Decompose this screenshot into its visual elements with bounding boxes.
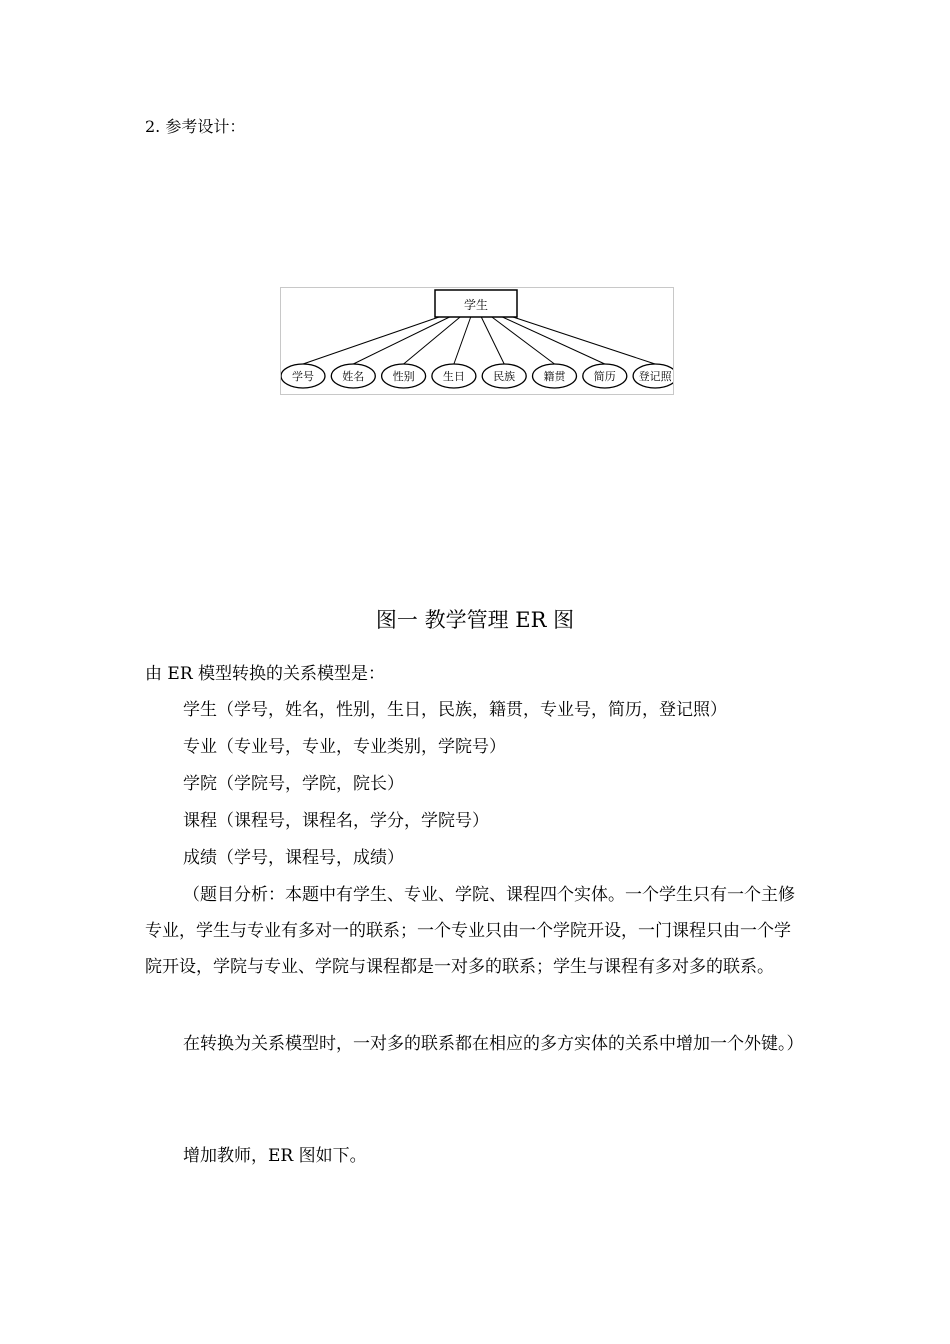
attribute-label: 性别 — [392, 370, 415, 383]
entity-student — [435, 290, 517, 317]
section-heading: 2. 参考设计： — [145, 117, 246, 136]
attribute-7 — [633, 364, 673, 388]
relation-major: 专业（专业号，专业，专业类别，学院号） — [183, 737, 506, 757]
add-teacher-text: 增加教师，ER 图如下。 — [183, 1146, 367, 1166]
relation-grade: 成绩（学号，课程号，成绩） — [183, 848, 404, 868]
er-connectors — [303, 317, 655, 364]
connector-line — [404, 317, 461, 364]
attribute-label: 民族 — [493, 370, 516, 383]
intro-text: 由 ER 模型转换的关系模型是： — [145, 664, 386, 684]
conversion-note-text: 在转换为关系模型时，一对多的联系都在相应的多方实体的关系中增加一个外键。） — [183, 1034, 804, 1054]
attribute-label: 姓名 — [342, 370, 365, 383]
er-diagram-figure — [280, 287, 674, 395]
relation-student: 学生（学号，姓名，性别，生日，民族，籍贯，专业号，简历，登记照） — [183, 700, 727, 720]
relation-college: 学院（学院号，学院，院长） — [183, 774, 404, 794]
connector-line — [303, 317, 439, 364]
entity-label: 学生 — [463, 298, 489, 312]
attribute-0 — [281, 364, 325, 388]
analysis-text: （题目分析：本题中有学生、专业、学院、课程四个实体。一个学生只有一个主修专业，学生与专业有多对一的联系；一个专业只由一个学院开设，一门课程只由一个学院开设，学院与专业、学院与课程都是一对多的联系；学生与课程有多对多的联系。 — [145, 885, 795, 977]
intro-paragraph — [145, 656, 807, 693]
relation-course: 课程（课程号，课程名，学分，学院号） — [183, 811, 489, 831]
attribute-2 — [382, 364, 426, 388]
conversion-note-paragraph — [145, 1026, 807, 1062]
attribute-3 — [432, 364, 476, 388]
connector-line — [502, 317, 604, 364]
attribute-5 — [533, 364, 577, 388]
connector-line — [353, 317, 449, 364]
connector-line — [513, 317, 655, 364]
connector-line — [454, 317, 471, 364]
relation-list — [145, 692, 807, 877]
add-teacher-paragraph — [145, 1138, 807, 1175]
attribute-group — [281, 364, 673, 388]
er-diagram-svg — [281, 288, 673, 394]
attribute-6 — [583, 364, 627, 388]
analysis-paragraph — [145, 877, 807, 985]
attribute-label: 籍贯 — [543, 370, 566, 383]
attribute-label: 简历 — [593, 370, 616, 383]
attribute-1 — [331, 364, 375, 388]
attribute-label: 登记照 — [638, 370, 672, 383]
figure-caption: 图一 教学管理 ER 图 — [375, 608, 575, 632]
attribute-label: 生日 — [442, 370, 465, 383]
attribute-4 — [482, 364, 526, 388]
attribute-label: 学号 — [292, 370, 314, 383]
